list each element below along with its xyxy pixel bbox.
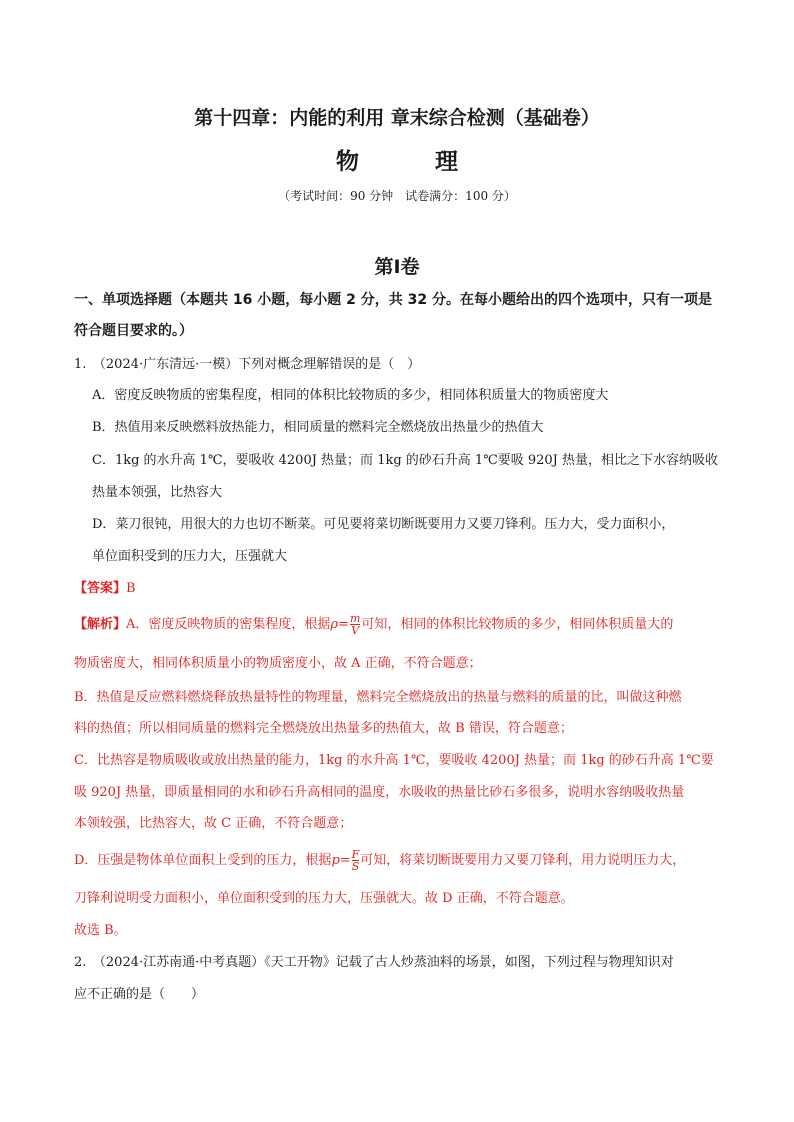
analysis-line: B．热值是反应燃料燃烧释放热量特性的物理量，燃料完全燃烧放出的热量与燃料的质量的比，叫做这种燃: [74, 690, 682, 705]
analysis-line: [74, 849, 685, 872]
conclusion-line: 故选 B。: [74, 923, 127, 938]
answer-label: 【答案】: [74, 581, 127, 596]
density-symbol: ρ=: [330, 617, 349, 632]
option-c: C．1kg 的水升高 1℃，要吸收 4200J 热量；而 1kg 的砂石升高 1℃要吸 920J 热量，相比之下水容纳吸收: [92, 453, 719, 468]
answer-value: B: [126, 581, 136, 596]
exam-info: （考试时间：90 分钟 试卷满分：100 分）: [278, 189, 516, 203]
subject-heading: 物 理: [335, 149, 492, 175]
analysis-line: [74, 613, 673, 636]
fraction-numerator: F: [351, 848, 360, 861]
option-d: D．菜刀很钝，用很大的力也切不断菜。可见要将菜切断既要用力又要刀锋利。压力大，受力面积小，: [92, 517, 675, 532]
analysis-line: 刀锋利说明受力面积小，单位面积受到的压力大，压强就大。故 D 正确，不符合题意。: [74, 891, 574, 906]
pressure-symbol: p=: [331, 853, 351, 868]
analysis-line: 物质密度大，相同体积质量小的物质密度小，故 A 正确，不符合题意；: [74, 656, 482, 671]
question-stem: 2. （2024·江苏南通·中考真题）《天工开物》记载了古人炒蒸油料的场景，如图，下列过程与物理知识对: [74, 955, 674, 970]
analysis-text: 可知，相同的体积比较物质的多少，相同体积质量大的: [361, 617, 674, 632]
analysis-text: A．密度反映物质的密集程度，根据: [126, 617, 331, 632]
page-title: 第十四章：内能的利用 章末综合检测（基础卷）: [194, 107, 600, 129]
option-a: A．密度反映物质的密集程度，相同的体积比较物质的多少，相同体积质量大的物质密度大: [92, 388, 609, 403]
question-stem-cont: 应不正确的是（ ）: [74, 987, 205, 1002]
section-heading-line: 一、单项选择题（本题共 16 小题，每小题 2 分，共 32 分。在每小题给出的四个选项中，只有一项是: [74, 292, 712, 308]
analysis-line: 料的热值；所以相同质量的燃料完全燃烧放出热量多的热值大，故 B 错误，符合题意；: [74, 721, 573, 736]
option-c-cont: 热量本领强，比热容大: [92, 485, 223, 500]
analysis-line: 本领较强，比热容大，故 C 正确，不符合题意；: [74, 816, 353, 831]
answer-line: [74, 580, 136, 598]
fraction-numerator: m: [349, 612, 361, 625]
question-stem: 1. （2024·广东清远·一模）下列对概念理解错误的是（ ）: [74, 357, 421, 372]
volume-heading: 第Ⅰ卷: [374, 256, 420, 278]
density-fraction: [350, 613, 360, 636]
analysis-label: 【解析】: [74, 617, 127, 632]
fraction-denominator: S: [351, 860, 360, 873]
analysis-text: 可知，将菜切断既要用力又要刀锋利，用力说明压力大，: [360, 853, 686, 868]
option-b: B．热值用来反映燃料放热能力，相同质量的燃料完全燃烧放出热量少的热值大: [92, 420, 544, 435]
fraction-denominator: V: [351, 624, 360, 637]
analysis-line: 吸 920J 热量，即质量相同的水和砂石升高相同的温度，水吸收的热量比砂石多很多，说明水容纳吸收热量: [74, 785, 685, 800]
pressure-fraction: [352, 849, 360, 872]
option-d-cont: 单位面积受到的压力大，压强就大: [92, 549, 288, 564]
analysis-text: D．压强是物体单位面积上受到的压力，根据: [74, 853, 332, 868]
analysis-line: C．比热容是物质吸收或放出热量的能力，1kg 的水升高 1℃，要吸收 4200J 热量；而 1kg 的砂石升高 1℃要: [74, 753, 714, 768]
section-heading-line: 符合题目要求的。）: [74, 323, 193, 339]
section-heading: [74, 285, 734, 347]
